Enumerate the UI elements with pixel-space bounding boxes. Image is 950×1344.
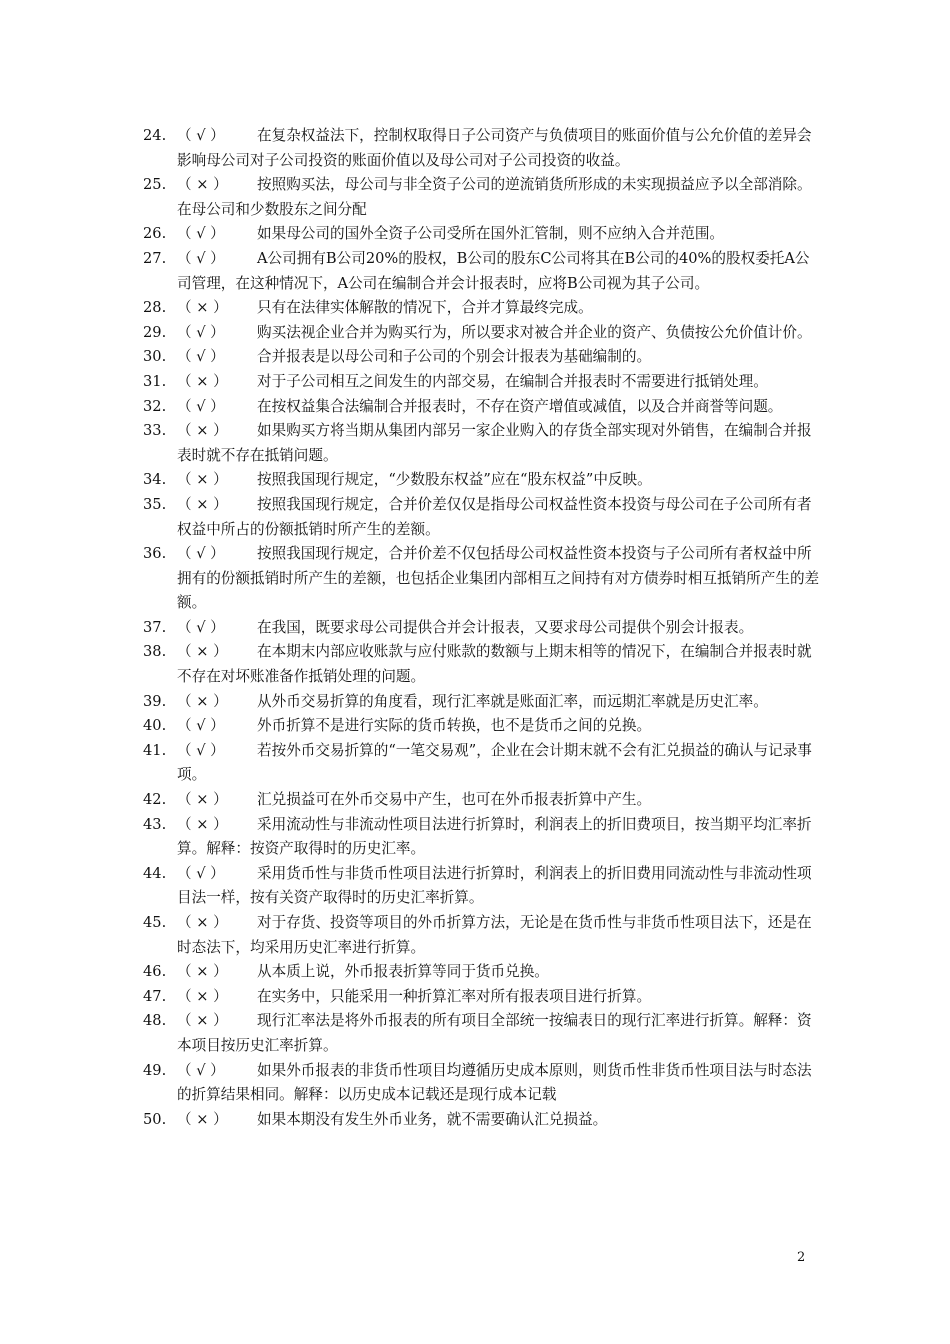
item-number: 45. <box>143 914 167 931</box>
item-text: 现行汇率法是将外币报表的所有项目全部统一按编表日的现行汇率进行折算。解释：资本项目按历史汇率折算。 <box>177 1012 812 1054</box>
list-item <box>143 862 823 911</box>
item-body <box>177 690 823 715</box>
list-item <box>143 542 823 616</box>
list-item <box>143 690 823 715</box>
item-number: 33. <box>143 422 167 440</box>
item-number: 46. <box>143 963 167 981</box>
item-number: 50. <box>143 1110 167 1128</box>
list-item <box>143 813 823 862</box>
answer-mark: （ × ） <box>177 987 228 1005</box>
item-body <box>177 1009 823 1058</box>
answer-mark: （ √ ） <box>177 348 225 366</box>
answer-mark: （ √ ） <box>177 225 225 243</box>
item-number: 25. <box>143 176 167 194</box>
list-item <box>143 1108 823 1133</box>
item-body <box>177 321 823 346</box>
item-number: 44. <box>143 864 167 882</box>
item-body <box>177 493 823 542</box>
item-text: 按照我国现行规定，合并价差仅仅是指母公司权益性资本投资与母公司在子公司所有者权益中所占的份额抵销时所产生的差额。 <box>177 495 812 538</box>
item-text: 若按外币交易折算的“一笔交易观”，企业在会计期末就不会有汇兑损益的确认与记录事项。 <box>177 741 812 784</box>
item-body <box>177 395 823 420</box>
item-body <box>177 468 823 493</box>
list-item <box>143 222 823 247</box>
list-item <box>143 714 823 739</box>
item-text: 对于存货、投资等项目的外币折算方法，无论是在货币性与非货币性项目法下，还是在时态法下，均采用历史汇率进行折算。 <box>177 914 812 956</box>
item-text: 按照购买法，母公司与非全资子公司的逆流销货所形成的未实现损益应予以全部消除。在母公司和少数股东之间分配 <box>177 176 812 218</box>
item-text: 采用货币性与非货币性项目法进行折算时，利润表上的折旧费用同流动性与非流动性项目法一样，按有关资产取得时的历史汇率折算。 <box>177 864 812 907</box>
answer-mark: （ √ ） <box>177 397 225 415</box>
answer-mark: （ √ ） <box>177 249 225 267</box>
item-body <box>177 788 823 813</box>
item-number: 31. <box>143 372 167 390</box>
item-number: 41. <box>143 741 167 759</box>
item-body <box>177 911 823 960</box>
item-text: 按照我国现行规定，合并价差不仅包括母公司权益性资本投资与子公司所有者权益中所拥有的份额抵销时所产生的差额，也包括企业集团内部相互之间持有对方债券时相互抵销所产生的差额。 <box>177 545 820 612</box>
answer-mark: （ × ） <box>177 914 228 931</box>
answer-mark: （ × ） <box>177 495 228 513</box>
item-body <box>177 1108 823 1133</box>
item-number: 29. <box>143 323 167 341</box>
item-number: 34. <box>143 471 167 489</box>
item-number: 32. <box>143 397 167 415</box>
item-text: 汇兑损益可在外币交易中产生，也可在外币报表折算中产生。 <box>257 791 652 809</box>
item-number: 27. <box>143 249 167 267</box>
item-body <box>177 542 823 616</box>
item-text: 如果外币报表的非货币性项目均遵循历史成本原则，则货币性非货币性项目法与时态法的折算结果相同。解释：以历史成本记载还是现行成本记载 <box>177 1061 812 1104</box>
item-body <box>177 616 823 641</box>
item-number: 48. <box>143 1012 167 1030</box>
item-text: 在本期末内部应收账款与应付账款的数额与上期末相等的情况下，在编制合并报表时就不存在对坏账准备作抵销处理的问题。 <box>177 643 812 686</box>
list-item <box>143 960 823 985</box>
list-item <box>143 321 823 346</box>
item-text: 在我国，既要求母公司提供合并会计报表，又要求母公司提供个别会计报表。 <box>257 618 754 636</box>
list-item <box>143 345 823 370</box>
item-number: 28. <box>143 299 167 317</box>
item-number: 39. <box>143 692 167 710</box>
answer-mark: （ × ） <box>177 692 228 710</box>
item-number: 38. <box>143 643 167 661</box>
item-body <box>177 985 823 1010</box>
item-text: 从外币交易折算的角度看，现行汇率就是账面汇率，而远期汇率就是历史汇率。 <box>257 692 768 710</box>
item-text: 如果本期没有发生外币业务，就不需要确认汇兑损益。 <box>257 1110 608 1128</box>
list-item <box>143 395 823 420</box>
item-body <box>177 222 823 247</box>
list-item <box>143 911 823 960</box>
list-item <box>143 739 823 788</box>
answer-mark: （ × ） <box>177 422 228 440</box>
item-text: 在按权益集合法编制合并报表时，不存在资产增值或减值，以及合并商誉等问题。 <box>257 397 783 415</box>
answer-mark: （ √ ） <box>177 864 225 882</box>
item-text: 在复杂权益法下，控制权取得日子公司资产与负债项目的账面价值与公允价值的差异会影响母公司对子公司投资的账面价值以及母公司对子公司投资的收益。 <box>177 127 812 169</box>
list-item <box>143 616 823 641</box>
list-item <box>143 493 823 542</box>
item-text: 在实务中，只能采用一种折算汇率对所有报表项目进行折算。 <box>257 987 652 1005</box>
item-body <box>177 173 823 222</box>
list-item <box>143 985 823 1010</box>
answer-mark: （ × ） <box>177 372 228 390</box>
item-number: 24. <box>143 127 167 144</box>
item-number: 37. <box>143 618 167 636</box>
answer-mark: （ × ） <box>177 815 228 833</box>
answer-mark: （ √ ） <box>177 1061 225 1079</box>
item-body <box>177 247 823 296</box>
page-number: 2 <box>797 1250 806 1265</box>
answer-mark: （ × ） <box>177 299 228 317</box>
answer-mark: （ √ ） <box>177 717 225 735</box>
question-list <box>143 124 823 1132</box>
answer-mark: （ × ） <box>177 643 228 661</box>
item-number: 42. <box>143 791 167 809</box>
item-number: 30. <box>143 348 167 366</box>
item-body <box>177 813 823 862</box>
item-text: 采用流动性与非流动性项目法进行折算时，利润表上的折旧费项目，按当期平均汇率折算。解释：按资产取得时的历史汇率。 <box>177 815 812 858</box>
item-body <box>177 640 823 689</box>
answer-mark: （ √ ） <box>177 741 225 759</box>
item-number: 26. <box>143 225 167 243</box>
item-body <box>177 714 823 739</box>
item-body <box>177 124 823 173</box>
answer-mark: （ × ） <box>177 1110 228 1128</box>
item-number: 40. <box>143 717 167 735</box>
item-text: 如果母公司的国外全资子公司受所在国外汇管制，则不应纳入合并范围。 <box>257 225 725 243</box>
item-text: 对于子公司相互之间发生的内部交易，在编制合并报表时不需要进行抵销处理。 <box>257 372 768 390</box>
list-item <box>143 468 823 493</box>
list-item <box>143 173 823 222</box>
item-number: 47. <box>143 987 167 1005</box>
list-item <box>143 1009 823 1058</box>
answer-mark: （ × ） <box>177 1012 228 1030</box>
item-body <box>177 345 823 370</box>
item-number: 43. <box>143 815 167 833</box>
item-text: 从本质上说，外币报表折算等同于货币兑换。 <box>257 963 549 981</box>
item-body <box>177 862 823 911</box>
item-body <box>177 960 823 985</box>
list-item <box>143 247 823 296</box>
list-item <box>143 296 823 321</box>
list-item <box>143 640 823 689</box>
answer-mark: （ √ ） <box>177 127 225 144</box>
list-item <box>143 370 823 395</box>
item-body <box>177 296 823 321</box>
answer-mark: （ √ ） <box>177 545 225 563</box>
answer-mark: （ √ ） <box>177 323 225 341</box>
answer-mark: （ × ） <box>177 791 228 809</box>
item-text: 合并报表是以母公司和子公司的个别会计报表为基础编制的。 <box>257 348 652 366</box>
item-text: 外币折算不是进行实际的货币转换，也不是货币之间的兑换。 <box>257 717 652 735</box>
item-number: 36. <box>143 545 167 563</box>
item-text: 购买法视企业合并为购买行为，所以要求对被合并企业的资产、负债按公允价值计价。 <box>257 323 812 341</box>
answer-mark: （ × ） <box>177 963 228 981</box>
item-number: 49. <box>143 1061 167 1079</box>
item-text: 按照我国现行规定，“少数股东权益”应在“股东权益”中反映。 <box>257 471 652 489</box>
answer-mark: （ × ） <box>177 176 228 194</box>
item-text: 如果购买方将当期从集团内部另一家企业购入的存货全部实现对外销售，在编制合并报表时就不存在抵销问题。 <box>177 422 812 464</box>
item-number: 35. <box>143 495 167 513</box>
item-text: 只有在法律实体解散的情况下，合并才算最终完成。 <box>257 299 593 317</box>
answer-mark: （ × ） <box>177 471 228 489</box>
list-item <box>143 788 823 813</box>
list-item <box>143 124 823 173</box>
item-body <box>177 739 823 788</box>
item-body <box>177 1059 823 1108</box>
item-body <box>177 370 823 395</box>
list-item <box>143 1059 823 1108</box>
list-item <box>143 419 823 468</box>
item-body <box>177 419 823 468</box>
answer-mark: （ √ ） <box>177 618 225 636</box>
item-text: A公司拥有B公司20%的股权，B公司的股东C公司将其在B公司的40%的股权委托A公司管理，在这种情况下，A公司在编制合并会计报表时，应将B公司视为其子公司。 <box>177 249 810 292</box>
